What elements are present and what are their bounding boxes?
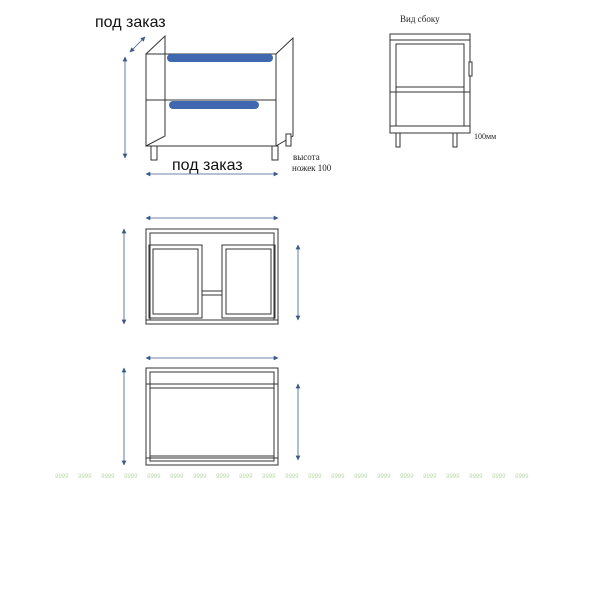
leg-height-label-2: ножек 100 xyxy=(292,163,332,173)
open-cabinet-compartment xyxy=(150,388,274,456)
watermark-text: 9999 xyxy=(423,474,437,480)
watermark-text: 9999 xyxy=(170,474,184,480)
drawer-handle-bottom xyxy=(169,101,259,109)
watermark-text: 9999 xyxy=(101,474,115,480)
side-view-handle xyxy=(469,62,472,76)
watermark-text: 9999 xyxy=(216,474,230,480)
watermark-row xyxy=(55,474,529,480)
front-view-open xyxy=(146,368,278,465)
watermark-text: 9999 xyxy=(377,474,391,480)
side-view-leg xyxy=(453,133,457,147)
leg xyxy=(272,146,278,160)
open-cabinet-frame xyxy=(146,368,278,465)
side-view-title: Вид сбоку xyxy=(400,14,440,24)
watermark-text: 9999 xyxy=(469,474,483,480)
bottom-order-label: под заказ xyxy=(172,157,243,174)
watermark-text: 9999 xyxy=(193,474,207,480)
watermark-text: 9999 xyxy=(147,474,161,480)
watermark-text: 9999 xyxy=(446,474,460,480)
watermark-text: 9999 xyxy=(239,474,253,480)
leg xyxy=(286,134,291,146)
top-order-label: под заказ xyxy=(95,14,166,31)
side-view-leg xyxy=(396,133,400,147)
right-side-panel xyxy=(276,38,293,146)
side-view-body xyxy=(390,34,470,133)
center-shelf xyxy=(202,291,222,295)
watermark-text: 9999 xyxy=(55,474,69,480)
watermark-text: 9999 xyxy=(124,474,138,480)
leg-height-label-1: высота xyxy=(293,152,320,162)
watermark-text: 9999 xyxy=(354,474,368,480)
right-door xyxy=(222,245,275,318)
leg xyxy=(151,146,157,160)
side-view-upper-compartment xyxy=(396,44,464,87)
leg-dimension-label: 100мм xyxy=(474,132,497,141)
watermark-text: 9999 xyxy=(78,474,92,480)
left-side-panel xyxy=(146,36,165,146)
watermark-text: 9999 xyxy=(285,474,299,480)
watermark-text: 9999 xyxy=(262,474,276,480)
watermark-text: 9999 xyxy=(515,474,529,480)
watermark-text: 9999 xyxy=(400,474,414,480)
side-view xyxy=(390,34,472,147)
front-view-doors xyxy=(146,229,278,324)
watermark-text: 9999 xyxy=(492,474,506,480)
left-door xyxy=(149,245,202,318)
front-view-frame xyxy=(146,229,278,324)
drawer-handle-top xyxy=(167,54,273,62)
watermark-text: 9999 xyxy=(331,474,345,480)
watermark-text: 9999 xyxy=(308,474,322,480)
